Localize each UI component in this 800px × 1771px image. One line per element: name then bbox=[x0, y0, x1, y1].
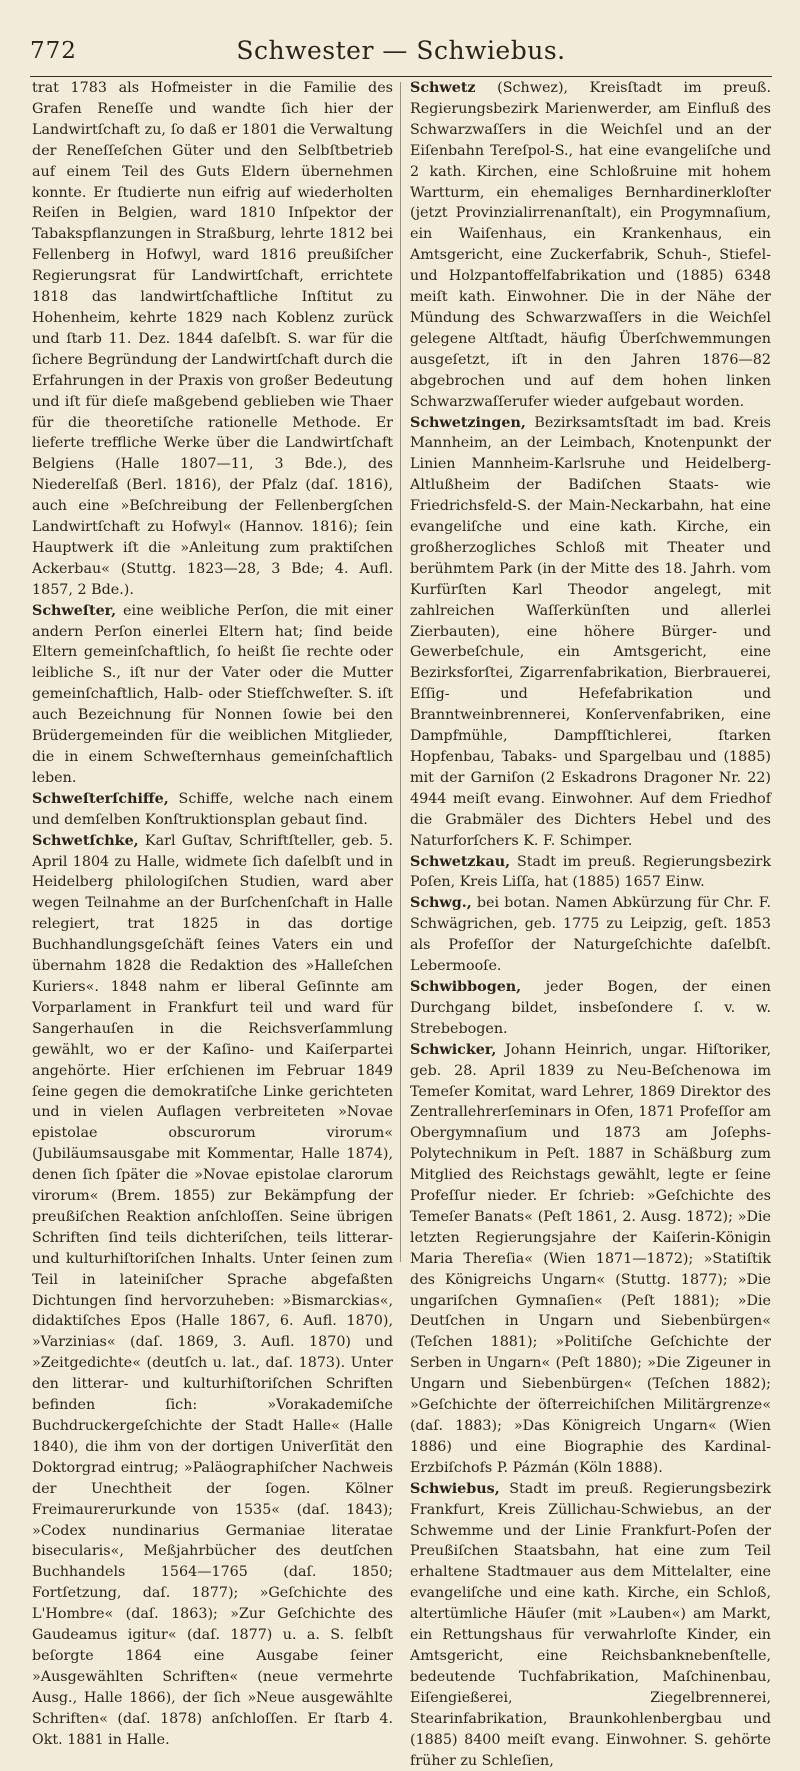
right-column bbox=[410, 78, 771, 1769]
entry-text: (Schwez), Kreisſtadt im preuß. Regierungsbezirk Marienwerder, am Einfluß des Schwarzwaſſers in die Weichſel und an der Eiſenbahn Tereſpol-S., hat eine evangeliſche und 2 kath. Kirchen, eine Schloßruine mit hohem Wartturm, ein ehemaliges Bernhardinerkloſter (jetzt Provinzialirrenanſtalt), ein Progymnaſium, ein Waiſenhaus, ein Krankenhaus, ein Amtsgericht, eine Zuckerfabrik, Schuh-, Stiefel- und Holzpantoffelfabrikation und (1885) 6348 meiſt kath. Einwohner. Die in der Nähe der Mündung des Schwarzwaſſers in die Weichſel gelegene Altſtadt, häufig Überſchwemmungen ausgeſetzt, iſt in den Jahren 1876—82 abgebrochen und auf dem hohen linken Schwarzwaſſerufer wieder aufgebaut worden. bbox=[410, 80, 771, 410]
entry-schwetz bbox=[410, 78, 771, 413]
running-head: Schwester — Schwiebus. bbox=[236, 36, 566, 65]
entry-schwibbogen bbox=[410, 977, 771, 1040]
entry-schwester bbox=[32, 601, 393, 789]
left-column bbox=[32, 78, 393, 1748]
entry-headword: Schwetzkau, bbox=[410, 853, 511, 870]
entry-text: bei botan. Namen Abkürzung für Chr. F. Schwägrichen, geb. 1775 zu Leipzig, geſt. 1853 als Profeſſor der Naturgeſchichte daſelbſt. Lebermooſe. bbox=[410, 895, 771, 975]
entry-text: Schiffe, welche nach einem und demſelben Konſtruktionsplan gebaut ſind. bbox=[32, 790, 393, 828]
entry-headword: Schwetſchke, bbox=[32, 832, 139, 849]
entry-headword: Schwg., bbox=[410, 895, 472, 912]
page-header bbox=[30, 36, 772, 77]
entry-headword: Schwiebus, bbox=[410, 1480, 500, 1497]
entry-headword: Schwicker, bbox=[410, 1041, 497, 1058]
entry-headword: Schwetzingen, bbox=[410, 414, 526, 431]
entry-headword: Schweſter, bbox=[32, 602, 117, 619]
entry-text: jeder Bogen, der einen Durchgang bildet, insbeſondere ſ. v. w. Strebebogen. bbox=[410, 978, 771, 1037]
entry-headword: Schwibbogen, bbox=[410, 978, 522, 995]
entry-text: Karl Guſtav, Schriftſteller, geb. 5. April 1804 zu Halle, widmete ſich daſelbſt und in Heidelberg philologiſchen Studien, ward aber wegen Teilnahme an der Burſchenſchaft in Halle relegiert, trat 1825 in das dortige Buchhandlungsgeſchäft ſeines Vaters ein und übernahm 1828 die Redaktion des »Halleſchen Kuriers«. 1848 nahm er liberal Geſinnte am Vorparlament in Frankfurt teil und ward für Sangerhauſen in die Reichsverſammlung gewählt, wo er der Kaſino- und Kaiſerpartei angehörte. Hier erſchienen im Februar 1849 ſeine gegen die demokratiſche Linke gerichteten und in vielen Auflagen verbreiteten »Novae epistolae obscurorum virorum« (Jubiläumsausgabe mit Kommentar, Halle 1874), denen ſich ſpäter die »Novae epistolae clarorum virorum« (Brem. 1855) zur Bekämpfung der preußiſchen Reaktion anſchloſſen. Seine übrigen Schriften ſind teils dichteriſchen, teils litterar- und kulturhiſtoriſchen Inhalts. Unter ſeinen zum Teil in lateiniſcher Sprache abgefaßten Dichtungen ſind hervorzuheben: »Bismarckias«, didaktiſches Epos (Halle 1867, 6. Aufl. 1870), »Varzinias« (daſ. 1869, 3. Aufl. 1870) und »Zeitgedichte« (deutſch u. lat., daſ. 1873). Unter den litterar- und kulturhiſtoriſchen Schriften befinden ſich: »Vorakademiſche Buchdruckergeſchichte der Stadt Halle« (Halle 1840), die ihm von der dortigen Univerſität den Doktorgrad eintrug; »Paläographiſcher Nachweis der Unechtheit der ſogen. Kölner Freimaurerurkunde von 1535« (daſ. 1843); »Codex nundinarius Germaniae literatae bisecularis«, Meßjahrbücher des deutſchen Buchhandels 1564—1765 (daſ. 1850; Fortſetzung, daſ. 1877); »Geſchichte des L'Hombre« (daſ. 1863); »Zur Geſchichte des Gaudeamus igitur« (daſ. 1877) u. a. S. ſelbſt beſorgte 1864 eine Ausgabe ſeiner »Ausgewählten Schriften« (neue vermehrte Ausg., Halle 1866), der ſich »Neue ausgewählte Schriften« (daſ. 1878) anſchloſſen. Er ſtarb 4. Okt. 1881 in Halle. bbox=[32, 832, 393, 1748]
entry-text: trat 1783 als Hofmeister in die Familie des Grafen Reneſſe und wandte ſich hier der Landwirtſchaft zu, ſo daß er 1801 die Verwaltung der Reneſſeſchen Güter und den Selbſtbetrieb auf einem Teil des Guts Eldern übernehmen konnte. Er ſtudierte nun eifrig auf wiederholten Reiſen in Belgien, ward 1810 Inſpektor der Tabakspflanzungen in Straßburg, lehrte 1812 bei Fellenberg in Hofwyl, ward 1816 preußiſcher Regierungsrat für Landwirtſchaft, errichtete 1818 das landwirtſchaftliche Inſtitut zu Hohenheim, kehrte 1829 nach Koblenz zurück und ſtarb 11. Dez. 1844 daſelbſt. S. war für die ſichere Begründung der Landwirtſchaft durch die Erfahrungen in der Praxis von großer Bedeutung und iſt für dieſe maßgebend geblieben wie Thaer für die theoretiſche rationelle Methode. Er lieferte treffliche Werke über die Landwirtſchaft Belgiens (Halle 1807—11, 3 Bde.), des Niederelſaß (Berl. 1816), der Pfalz (daſ. 1816), auch eine »Beſchreibung der Fellenbergſchen Landwirtſchaft zu Hofwyl« (Hannov. 1816); ſein Hauptwerk iſt die »Anleitung zum praktiſchen Ackerbau« (Stuttg. 1823—28, 3 Bde; 4. Aufl. 1857, 2 Bde.). bbox=[32, 80, 393, 598]
entry-text: Stadt im preuß. Regierungsbezirk Poſen, Kreis Liſſa, hat (1885) 1657 Einw. bbox=[410, 853, 771, 891]
entry-schwetzkau bbox=[410, 852, 771, 894]
entry-headword: Schwetz bbox=[410, 80, 476, 96]
page-number: 772 bbox=[30, 38, 77, 64]
entry-text: Bezirksamtsſtadt im bad. Kreis Mannheim, an der Leimbach, Knotenpunkt der Linien Mannheim-Karlsruhe und Heidelberg-Altlußheim der Badiſchen Staats- wie Friedrichsfeld-S. der Main-Neckarbahn, hat eine evangeliſche und eine kath. Kirche, ein großherzogliches Schloß mit Theater und berühmtem Park (in der Mitte des 18. Jahrh. vom Kurfürſten Karl Theodor angelegt, mit zahlreichen Waſſerkünſten und allerlei Zierbauten), eine höhere Bürger- und Gewerbeſchule, ein Amtsgericht, eine Bezirksforſtei, Zigarrenfabrikation, Bierbrauerei, Eſſig- und Hefefabrikation und Branntweinbrennerei, Konſervenfabriken, eine Dampfmühle, Dampfſtichlerei, ſtarken Hopfenbau, Tabaks- und Spargelbau und (1885) mit der Garniſon (2 Eskadrons Dragoner Nr. 22) 4944 meiſt evang. Einwohner. Auf dem Friedhof die Grabmäler des Dichters Hebel und des Naturforſchers K. F. Schimper. bbox=[410, 414, 771, 849]
entry-schwg bbox=[410, 893, 771, 977]
entry-schwicker bbox=[410, 1040, 771, 1479]
entry-schwetzingen bbox=[410, 413, 771, 852]
entry-text: Stadt im preuß. Regierungsbezirk Frankfurt, Kreis Züllichau-Schwiebus, an der Schwemme und der Linie Frankfurt-Poſen der Preußiſchen Staatsbahn, hat eine zum Teil erhaltene Stadtmauer aus dem Mittelalter, eine evangeliſche und eine kath. Kirche, ein Schloß, altertümliche Häuſer (mit »Lauben«) am Markt, ein Rettungshaus für verwahrloſte Kinder, ein Amtsgericht, eine Reichsbanknebenſtelle, bedeutende Tuchfabrikation, Maſchinenbau, Eiſengießerei, Ziegelbrennerei, Stearinfabrikation, Braunkohlenbergbau und (1885) 8400 meiſt evang. Einwohner. S. gehörte früher zu Schleſien, bbox=[410, 1480, 771, 1769]
entry-continuation bbox=[32, 78, 393, 601]
column-divider bbox=[400, 82, 401, 1262]
entry-schwetschke bbox=[32, 831, 393, 1751]
entry-schwiebus bbox=[410, 1479, 771, 1771]
entry-schwesterschiffe bbox=[32, 789, 393, 831]
entry-text: Johann Heinrich, ungar. Hiſtoriker, geb. 28. April 1839 zu Neu-Beſchenowa im Temeſer Komitat, ward Lehrer, 1869 Direktor des Zentrallehrerſeminars in Ofen, 1871 Profeſſor am Obergymnaſium und 1873 am Joſephs-Polytechnikum in Peſt. 1887 in Schäßburg zum Mitglied des Reichstags gewählt, legte er ſeine Profeſſur nieder. Er ſchrieb: »Geſchichte des Temeſer Banats« (Peſt 1861, 2. Ausg. 1872); »Die letzten Regierungsjahre der Kaiſerin-Königin Maria Thereſia« (Wien 1871—1872); »Statiſtik des Königreichs Ungarn« (Stuttg. 1877); »Die ungariſchen Gymnaſien« (Peſt 1881); »Die Deutſchen in Ungarn und Siebenbürgen« (Teſchen 1881); »Politiſche Geſchichte der Serben in Ungarn« (Peſt 1880); »Die Zigeuner in Ungarn und Siebenbürgen« (Teſchen 1882); »Geſchichte der öſterreichiſchen Militärgrenze« (daſ. 1883); »Das Königreich Ungarn« (Wien 1886) und eine Biographie des Kardinal-Erzbiſchofs P. Pázmán (Köln 1888). bbox=[410, 1041, 771, 1476]
entry-text: eine weibliche Perſon, die mit einer andern Perſon einerlei Eltern hat; ſind beide Eltern gemeinſchaftlich, ſo heißt ſie rechte oder leibliche S., iſt nur der Vater oder die Mutter gemeinſchaftlich, Halb- oder Stiefſchweſter. S. iſt auch Bezeichnung für Nonnen ſowie bei den Brüdergemeinden für die weiblichen Mitglieder, die in einem Schweſternhaus gemeinſchaftlich leben. bbox=[32, 602, 393, 786]
entry-headword: Schweſterſchiffe, bbox=[32, 790, 169, 807]
